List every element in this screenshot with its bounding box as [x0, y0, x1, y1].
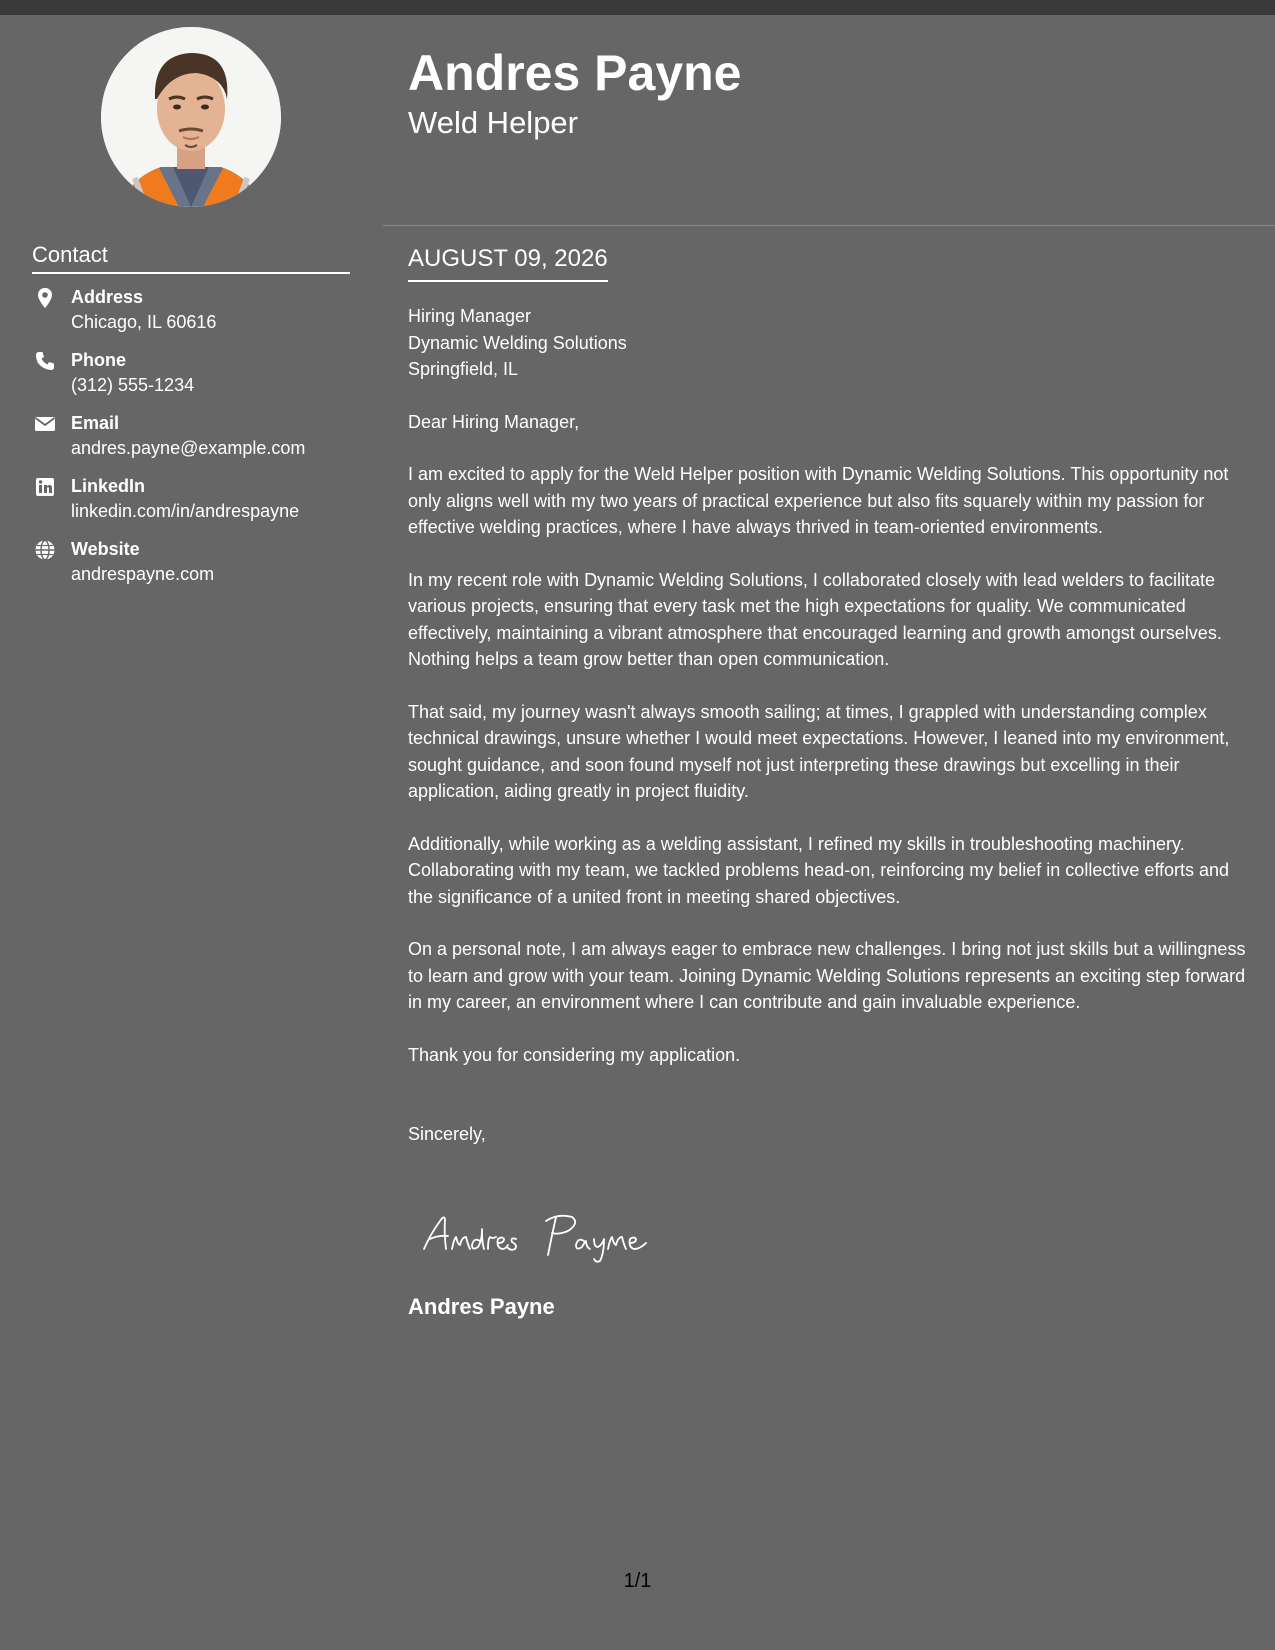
website-link[interactable]: andrespayne.com — [71, 564, 215, 584]
recipient-line: Hiring Manager — [408, 306, 532, 326]
contact-label: Phone — [71, 350, 127, 370]
contact-item-email — [32, 411, 362, 474]
letter-paragraph: Additionally, while working as a welding assistant, I refined my skills in troubleshooting machinery. Collaborating with my team, we tackled problems head-on, reinforcing my belief in collective efforts and the significance of a united front in meeting shared objectives. — [408, 833, 1230, 907]
profile-photo — [101, 27, 281, 207]
letter-paragraph: Thank you for considering my application. — [408, 1044, 741, 1065]
globe-icon — [34, 539, 56, 561]
contact-heading: Contact — [32, 240, 350, 274]
contact-label: LinkedIn — [71, 476, 146, 496]
page-number: 1/1 — [623, 1570, 652, 1592]
contact-label: Website — [71, 539, 140, 559]
contact-item-address — [32, 285, 362, 348]
closing: Sincerely, — [408, 1124, 486, 1144]
recipient-line: Springfield, IL — [408, 359, 519, 379]
letter-date: AUGUST 09, 2026 — [408, 244, 608, 282]
top-bar — [0, 0, 1275, 15]
contact-item-website — [32, 537, 362, 600]
contact-list — [32, 285, 362, 600]
contact-label: Email — [71, 413, 120, 433]
address-value: Chicago, IL 60616 — [71, 312, 217, 332]
contact-label: Address — [71, 287, 144, 307]
contact-item-phone — [32, 348, 362, 411]
letter-paragraph: On a personal note, I am always eager to embrace new challenges. I bring not just skills but a willingness to learn and grow with your team. Joining Dynamic Welding Solutions represents an exciting step forward in my career, an environment where I can contribute and gain invaluable experience. — [408, 939, 1246, 1012]
letter-body — [408, 303, 1248, 1148]
phone-value: (312) 555-1234 — [71, 375, 195, 395]
salutation: Dear Hiring Manager, — [408, 411, 580, 432]
recipient-block — [408, 303, 1248, 383]
job-title: Weld Helper — [408, 105, 579, 140]
letter-paragraph: I am excited to apply for the Weld Helper position with Dynamic Welding Solutions. This opportunity not only aligns well with my two years of practical experience but also fits squarely within my passion for effective welding practices, where I have always thrived in team-oriented environments. — [408, 464, 1229, 537]
contact-item-linkedin — [32, 474, 362, 537]
header-divider — [383, 225, 1275, 226]
map-pin-icon — [34, 287, 56, 309]
recipient-line: Dynamic Welding Solutions — [408, 332, 627, 353]
letter-paragraph: That said, my journey wasn't always smooth sailing; at times, I grappled with understanding complex technical drawings, unsure whether I would meet expectations. However, I leaned into my environment, sought guidance, and soon found myself not just interpreting these drawings but excelling in their application, aiding greatly in project fluidity. — [408, 701, 1230, 801]
signed-name: Andres Payne — [408, 1294, 555, 1319]
letter-paragraph: In my recent role with Dynamic Welding Solutions, I collaborated closely with lead welders to facilitate various projects, ensuring that every task met the high expectations for quality. We communicated effectively, maintaining a vibrant atmosphere that encouraged learning and growth amongst ourselves. Nothing helps a team grow better than open communication. — [408, 569, 1222, 669]
envelope-icon — [34, 413, 56, 435]
email-link[interactable]: andres.payne@example.com — [71, 438, 306, 458]
linkedin-icon — [34, 476, 56, 498]
handwritten-signature — [418, 1205, 678, 1265]
applicant-name: Andres Payne — [408, 45, 742, 101]
linkedin-link[interactable]: linkedin.com/in/andrespayne — [71, 501, 300, 521]
phone-icon — [34, 350, 56, 372]
